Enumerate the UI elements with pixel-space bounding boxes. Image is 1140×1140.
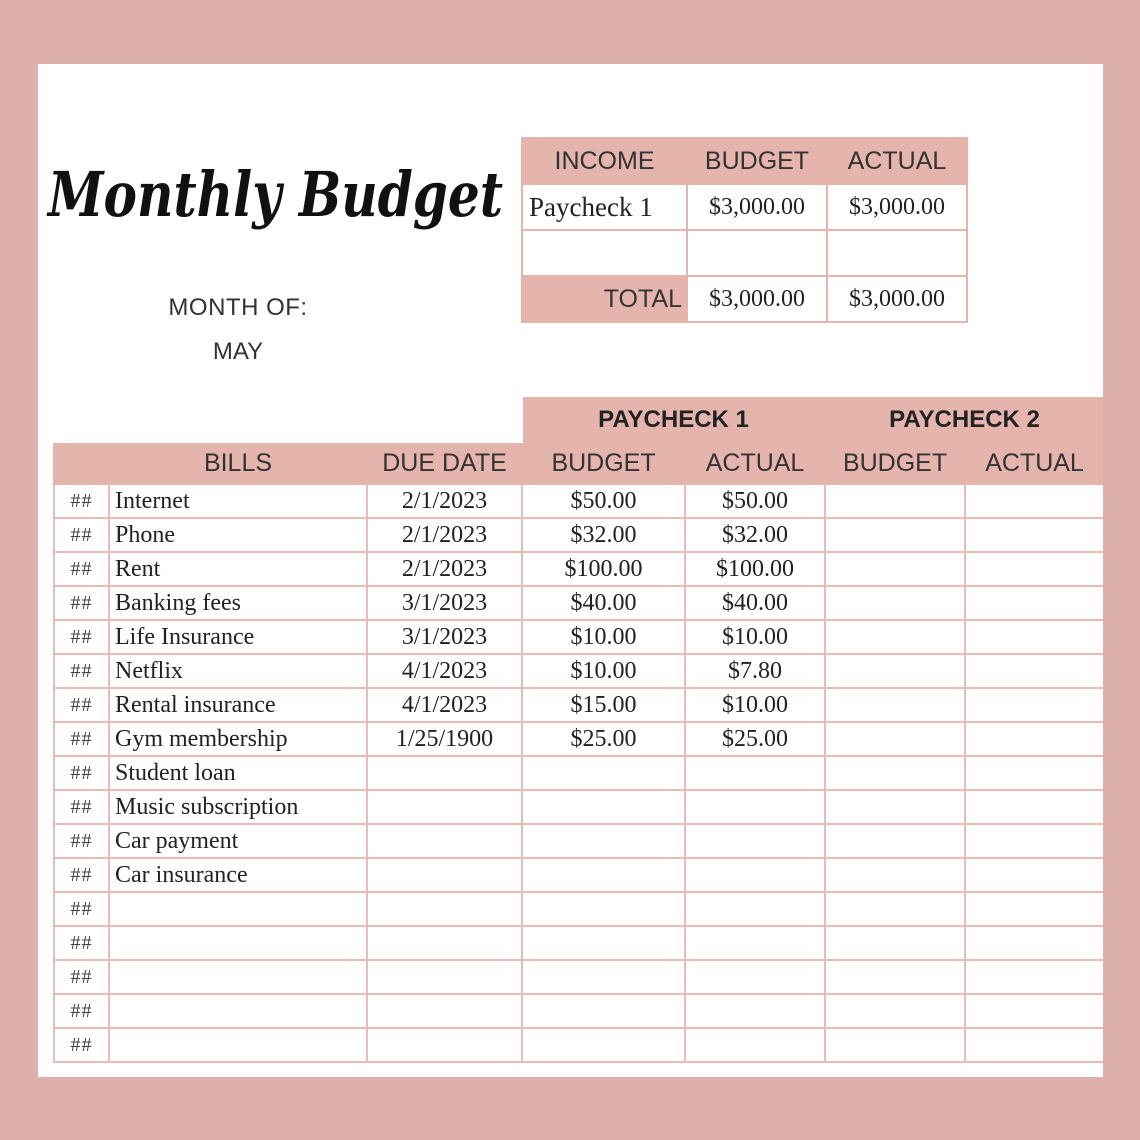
p1-actual-cell[interactable]: [685, 1028, 825, 1062]
bill-name-cell[interactable]: Netflix: [109, 654, 367, 688]
p1-actual-cell[interactable]: $7.80: [685, 654, 825, 688]
p1-actual-cell[interactable]: [685, 824, 825, 858]
bill-rows: [54, 484, 1103, 1062]
table-row: [54, 586, 1103, 620]
p1-actual-cell[interactable]: $10.00: [685, 620, 825, 654]
bill-name-cell[interactable]: [109, 892, 367, 926]
p2-budget-cell[interactable]: [825, 926, 965, 960]
due-date-cell[interactable]: [367, 756, 522, 790]
p2-actual-cell[interactable]: [965, 552, 1103, 586]
p1-actual-cell[interactable]: $100.00: [685, 552, 825, 586]
row-number-cell: ##: [54, 926, 109, 960]
row-number-cell: ##: [54, 484, 109, 518]
table-row: [54, 858, 1103, 892]
bill-name-cell[interactable]: [109, 926, 367, 960]
title-text: Monthly Budget: [46, 158, 504, 231]
bills-table: [53, 397, 1103, 1063]
p1-budget-cell[interactable]: [522, 858, 685, 892]
p1-budget-cell[interactable]: $15.00: [522, 688, 685, 722]
p2-actual-cell[interactable]: [965, 858, 1103, 892]
p1-actual-cell[interactable]: $10.00: [685, 688, 825, 722]
p1-budget-cell[interactable]: $50.00: [522, 484, 685, 518]
p1-actual-cell[interactable]: [685, 892, 825, 926]
due-date-cell[interactable]: [367, 790, 522, 824]
p2-actual-cell[interactable]: [965, 960, 1103, 994]
bill-name-cell[interactable]: Car insurance: [109, 858, 367, 892]
p2-actual-cell[interactable]: [965, 654, 1103, 688]
bill-name-cell[interactable]: Phone: [109, 518, 367, 552]
row-number-cell: ##: [54, 790, 109, 824]
table-row: [54, 722, 1103, 756]
p2-actual-header: ACTUAL: [965, 442, 1103, 484]
row-number-cell: ##: [54, 960, 109, 994]
bill-name-cell[interactable]: Rental insurance: [109, 688, 367, 722]
income-source-cell[interactable]: [522, 230, 687, 276]
p2-actual-cell[interactable]: [965, 892, 1103, 926]
p1-actual-cell[interactable]: [685, 858, 825, 892]
income-total-row: [522, 276, 967, 322]
income-budget-cell[interactable]: $3,000.00: [687, 184, 827, 230]
table-row: [54, 756, 1103, 790]
row-number-cell: ##: [54, 994, 109, 1028]
row-number-cell: ##: [54, 654, 109, 688]
due-date-cell[interactable]: 2/1/2023: [367, 518, 522, 552]
p2-budget-cell[interactable]: [825, 654, 965, 688]
p2-actual-cell[interactable]: [965, 518, 1103, 552]
bill-name-cell[interactable]: [109, 994, 367, 1028]
bill-name-cell[interactable]: Music subscription: [109, 790, 367, 824]
p1-budget-cell[interactable]: $100.00: [522, 552, 685, 586]
due-date-cell[interactable]: [367, 892, 522, 926]
p1-budget-cell[interactable]: $10.00: [522, 620, 685, 654]
page-title: [42, 124, 512, 254]
p1-budget-cell[interactable]: [522, 756, 685, 790]
due-date-cell[interactable]: 4/1/2023: [367, 654, 522, 688]
income-row: [522, 230, 967, 276]
p1-budget-cell[interactable]: [522, 960, 685, 994]
income-table: [521, 137, 968, 323]
income-row: [522, 184, 967, 230]
income-actual-cell[interactable]: [827, 230, 967, 276]
bill-name-cell[interactable]: [109, 960, 367, 994]
table-row: [54, 1028, 1103, 1062]
p2-budget-header: BUDGET: [825, 442, 965, 484]
income-actual-cell[interactable]: $3,000.00: [827, 184, 967, 230]
due-date-cell[interactable]: 4/1/2023: [367, 688, 522, 722]
row-number-cell: ##: [54, 688, 109, 722]
p2-budget-cell[interactable]: [825, 790, 965, 824]
p2-actual-cell[interactable]: [965, 1028, 1103, 1062]
table-row: [54, 994, 1103, 1028]
blank-header: [54, 398, 522, 442]
income-header-row: [522, 138, 967, 184]
row-number-cell: ##: [54, 620, 109, 654]
p2-budget-cell[interactable]: [825, 586, 965, 620]
month-value[interactable]: MAY: [212, 338, 264, 365]
p2-budget-cell[interactable]: [825, 824, 965, 858]
p1-actual-cell[interactable]: [685, 790, 825, 824]
p1-actual-cell[interactable]: $50.00: [685, 484, 825, 518]
income-total-actual: $3,000.00: [827, 276, 967, 322]
bill-name-cell[interactable]: Gym membership: [109, 722, 367, 756]
income-header: INCOME: [522, 138, 687, 184]
p1-actual-cell[interactable]: [685, 926, 825, 960]
p2-budget-cell[interactable]: [825, 994, 965, 1028]
income-actual-header: ACTUAL: [827, 138, 967, 184]
p2-actual-cell[interactable]: [965, 790, 1103, 824]
income-budget-header: BUDGET: [687, 138, 827, 184]
row-number-cell: ##: [54, 756, 109, 790]
paycheck1-header: PAYCHECK 1: [522, 398, 825, 442]
due-date-cell[interactable]: [367, 1028, 522, 1062]
bills-header: BILLS: [109, 442, 367, 484]
p2-budget-cell[interactable]: [825, 484, 965, 518]
table-row: [54, 688, 1103, 722]
p2-actual-cell[interactable]: [965, 994, 1103, 1028]
income-total-budget: $3,000.00: [687, 276, 827, 322]
p1-budget-cell[interactable]: [522, 994, 685, 1028]
p2-actual-cell[interactable]: [965, 824, 1103, 858]
row-number-cell: ##: [54, 586, 109, 620]
p1-actual-cell[interactable]: $32.00: [685, 518, 825, 552]
p1-budget-cell[interactable]: [522, 790, 685, 824]
p1-actual-header: ACTUAL: [685, 442, 825, 484]
p2-budget-cell[interactable]: [825, 722, 965, 756]
table-row: [54, 654, 1103, 688]
bill-name-cell[interactable]: Rent: [109, 552, 367, 586]
table-row: [54, 790, 1103, 824]
due-date-header: DUE DATE: [367, 442, 522, 484]
p2-budget-cell[interactable]: [825, 1028, 965, 1062]
row-number-cell: ##: [54, 722, 109, 756]
p1-budget-cell[interactable]: $25.00: [522, 722, 685, 756]
row-number-cell: ##: [54, 518, 109, 552]
due-date-cell[interactable]: [367, 926, 522, 960]
row-number-cell: ##: [54, 552, 109, 586]
p2-budget-cell[interactable]: [825, 756, 965, 790]
bill-name-cell[interactable]: Life Insurance: [109, 620, 367, 654]
p2-actual-cell[interactable]: [965, 722, 1103, 756]
table-row: [54, 484, 1103, 518]
p2-actual-cell[interactable]: [965, 586, 1103, 620]
due-date-cell[interactable]: [367, 824, 522, 858]
row-number-cell: ##: [54, 858, 109, 892]
p1-actual-cell[interactable]: [685, 994, 825, 1028]
table-row: [54, 552, 1103, 586]
table-row: [54, 926, 1103, 960]
p2-actual-cell[interactable]: [965, 484, 1103, 518]
p1-budget-cell[interactable]: $32.00: [522, 518, 685, 552]
due-date-cell[interactable]: 3/1/2023: [367, 620, 522, 654]
bill-name-cell[interactable]: Car payment: [109, 824, 367, 858]
p2-budget-cell[interactable]: [825, 858, 965, 892]
p1-actual-cell[interactable]: [685, 960, 825, 994]
p1-budget-cell[interactable]: $40.00: [522, 586, 685, 620]
p2-budget-cell[interactable]: [825, 688, 965, 722]
p1-actual-cell[interactable]: $25.00: [685, 722, 825, 756]
table-row: [54, 620, 1103, 654]
number-header: [54, 442, 109, 484]
title-script: [42, 124, 512, 254]
due-date-cell[interactable]: [367, 994, 522, 1028]
p2-actual-cell[interactable]: [965, 926, 1103, 960]
p1-actual-cell[interactable]: $40.00: [685, 586, 825, 620]
p2-budget-cell[interactable]: [825, 960, 965, 994]
p2-actual-cell[interactable]: [965, 688, 1103, 722]
due-date-cell[interactable]: 2/1/2023: [367, 484, 522, 518]
row-number-cell: ##: [54, 892, 109, 926]
row-number-cell: ##: [54, 824, 109, 858]
budget-sheet: [38, 64, 1103, 1077]
p2-actual-cell[interactable]: [965, 620, 1103, 654]
income-budget-cell[interactable]: [687, 230, 827, 276]
p1-budget-cell[interactable]: [522, 926, 685, 960]
bill-name-cell[interactable]: Banking fees: [109, 586, 367, 620]
due-date-cell[interactable]: 1/25/1900: [367, 722, 522, 756]
due-date-cell[interactable]: [367, 858, 522, 892]
row-number-cell: ##: [54, 1028, 109, 1062]
due-date-cell[interactable]: 2/1/2023: [367, 552, 522, 586]
bills-column-header-row: [54, 442, 1103, 484]
p2-budget-cell[interactable]: [825, 892, 965, 926]
p2-budget-cell[interactable]: [825, 620, 965, 654]
income-total-label: TOTAL: [522, 276, 687, 322]
income-source-cell[interactable]: Paycheck 1: [522, 184, 687, 230]
table-row: [54, 518, 1103, 552]
bill-name-cell[interactable]: Internet: [109, 484, 367, 518]
bill-name-cell[interactable]: [109, 1028, 367, 1062]
p2-actual-cell[interactable]: [965, 756, 1103, 790]
bill-name-cell[interactable]: Student loan: [109, 756, 367, 790]
table-row: [54, 960, 1103, 994]
table-row: [54, 824, 1103, 858]
p2-budget-cell[interactable]: [825, 552, 965, 586]
p1-budget-cell[interactable]: [522, 1028, 685, 1062]
p1-budget-cell[interactable]: $10.00: [522, 654, 685, 688]
p1-budget-header: BUDGET: [522, 442, 685, 484]
month-label: MONTH OF:: [168, 294, 308, 321]
paycheck2-header: PAYCHECK 2: [825, 398, 1103, 442]
p1-budget-cell[interactable]: [522, 824, 685, 858]
p2-budget-cell[interactable]: [825, 518, 965, 552]
table-row: [54, 892, 1103, 926]
due-date-cell[interactable]: 3/1/2023: [367, 586, 522, 620]
p1-actual-cell[interactable]: [685, 756, 825, 790]
paycheck-header-row: [54, 398, 1103, 442]
p1-budget-cell[interactable]: [522, 892, 685, 926]
due-date-cell[interactable]: [367, 960, 522, 994]
